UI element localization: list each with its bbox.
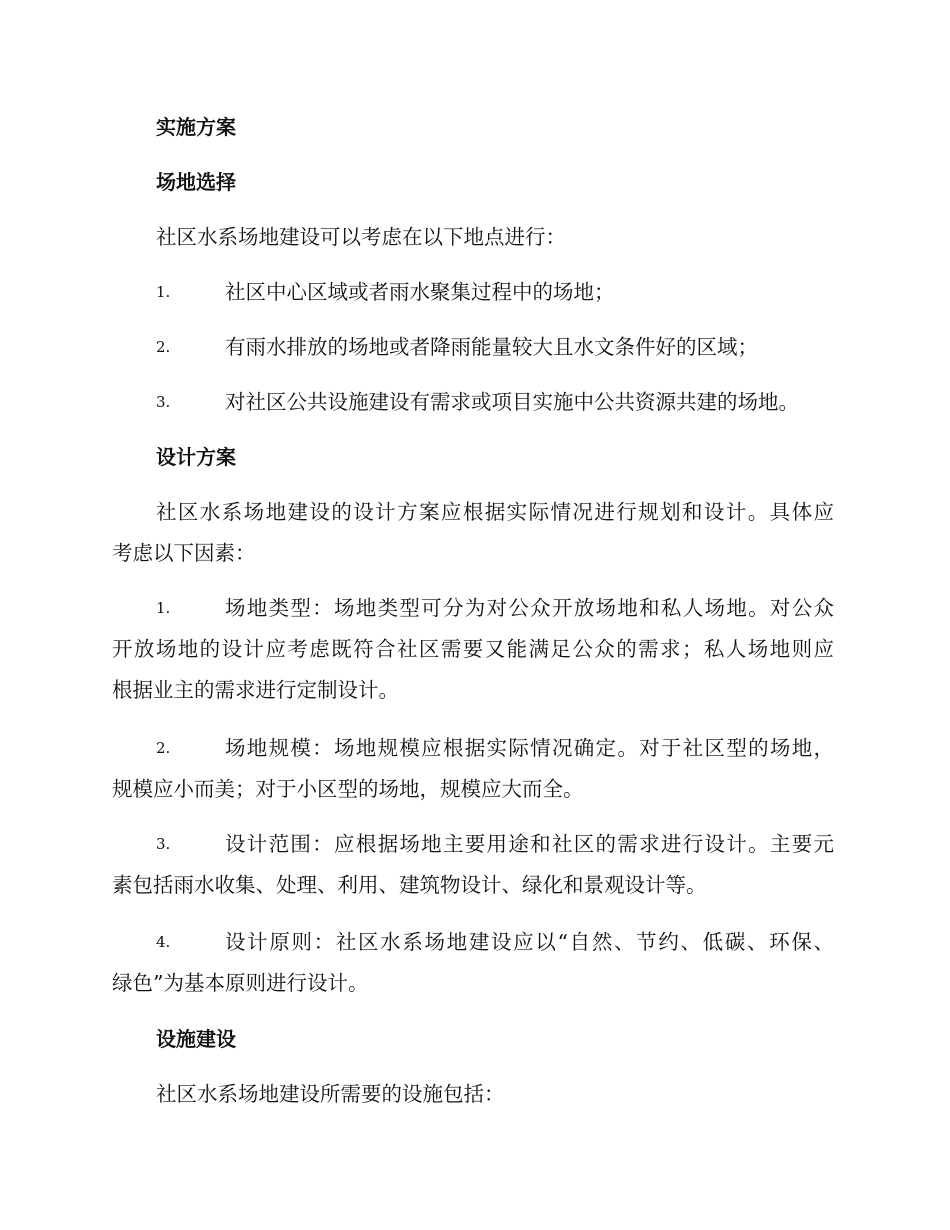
design-item-3-line-1: 设计范围：应根据场地主要用途和社区的需求进行设计。主要元 [225,832,834,856]
design-item-2-line-2: 规模应小而美；对于小区型的场地，规模应大而全。 [112,777,584,801]
design-item-3-number: 3. [156,835,171,853]
site-item-2-text: 有雨水排放的场地或者降雨能量较大且水文条件好的区域； [225,335,758,359]
facilities-intro: 社区水系场地建设所需要的设施包括： [156,1082,505,1106]
site-item-1-text: 社区中心区域或者雨水聚集过程中的场地； [225,280,615,304]
design-intro-line-2: 考虑以下因素： [112,541,256,565]
design-item-2-number: 2. [156,739,171,757]
design-item-4-line-2: 绿色”为基本原则进行设计。 [112,971,369,995]
design-item-1-line-3: 根据业主的需求进行定制设计。 [112,678,399,702]
design-item-4-line-1: 设计原则：社区水系场地建设应以“自然、节约、低碳、环保、 [225,930,834,954]
facilities-heading: 设施建设 [156,1027,236,1051]
design-item-3-line-2: 素包括雨水收集、处理、利用、建筑物设计、绿化和景观设计等。 [112,873,707,897]
design-item-1-line-2: 开放场地的设计应考虑既符合社区需要又能满足公众的需求；私人场地则应 [112,637,834,661]
design-item-4-number: 4. [156,933,171,951]
site-item-2-number: 2. [156,338,171,356]
site-item-3-number: 3. [156,393,171,411]
site-item-3-text: 对社区公共设施建设有需求或项目实施中公共资源共建的场地。 [225,390,799,414]
design-item-1-line-1: 场地类型：场地类型可分为对公众开放场地和私人场地。对公众 [225,596,834,620]
site-intro: 社区水系场地建设可以考虑在以下地点进行： [156,225,566,249]
design-heading: 设计方案 [156,445,236,469]
site-item-1-number: 1. [156,283,171,301]
section-heading: 实施方案 [156,115,236,139]
site-heading: 场地选择 [156,170,236,194]
design-item-2-line-1: 场地规模：场地规模应根据实际情况确定。对于社区型的场地， [225,736,834,760]
design-intro-line-1: 社区水系场地建设的设计方案应根据实际情况进行规划和设计。具体应 [156,500,834,524]
design-item-1-number: 1. [156,599,171,617]
